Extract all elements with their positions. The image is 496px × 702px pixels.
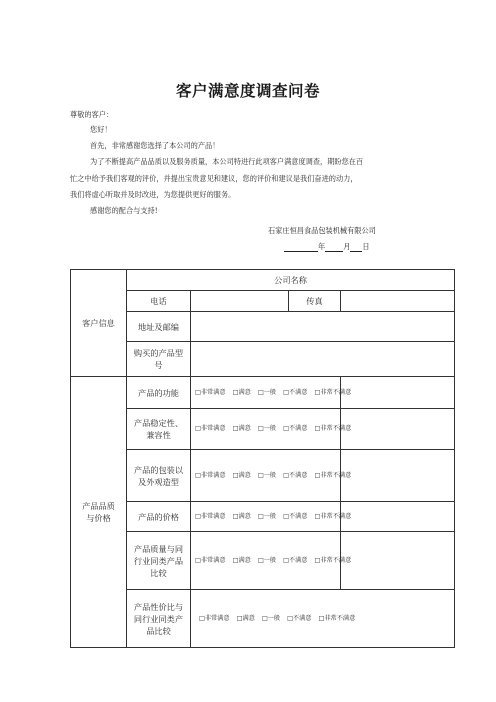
rating-options [191, 502, 352, 532]
address-label: 地址及邮编 [127, 312, 191, 342]
option-very-satisfied[interactable]: □非常满意 [199, 614, 230, 622]
fax-label: 传真 [289, 291, 341, 312]
option-neutral[interactable]: □一般 [261, 614, 281, 622]
year-label: 年 [318, 242, 326, 251]
blank-cell [341, 450, 455, 502]
option-neutral[interactable]: □一般 [257, 512, 277, 520]
blank-cell [341, 502, 455, 532]
intro-line-1: 首先，非常感谢您选择了本公司的产品！ [90, 141, 220, 150]
option-satisfied[interactable]: □满意 [232, 556, 251, 564]
option-unsatisfied[interactable]: □不满意 [283, 556, 308, 564]
option-unsatisfied[interactable]: □不满意 [283, 425, 308, 432]
option-very-unsatisfied[interactable]: □非常不满意 [314, 512, 352, 520]
row-label: 产品稳定性、兼容性 [127, 409, 191, 450]
intro-line-3: 忙之中给予我们客观的评价，并提出宝贵意见和建议，您的评价和建议是我们奋进的动力， [70, 174, 358, 183]
row-label: 产品的包装以及外观造型 [127, 450, 191, 502]
hello-line: 您好！ [90, 125, 112, 134]
month-blank[interactable] [325, 243, 343, 252]
page-title: 客户满意度调查问卷 [175, 82, 320, 100]
option-unsatisfied[interactable]: □不满意 [283, 471, 308, 479]
table-row [71, 532, 455, 590]
option-satisfied[interactable]: □满意 [232, 425, 251, 432]
option-satisfied[interactable]: □满意 [232, 388, 251, 396]
product-quality-heading: 产品品质与价格 [71, 377, 127, 648]
table-row [71, 312, 455, 342]
option-unsatisfied[interactable]: □不满意 [283, 512, 308, 520]
intro-line-2: 为了不断提高产品品质以及服务质量，本公司特进行此项客户满意度调查，期盼您在百 [90, 157, 364, 166]
rating-options [191, 409, 352, 450]
company-name-label: 公司名称 [127, 270, 455, 291]
table-row [71, 342, 455, 377]
customer-info-heading: 客户信息 [71, 270, 127, 377]
year-blank[interactable] [284, 243, 318, 252]
option-satisfied[interactable]: □满意 [232, 512, 251, 520]
table-row [71, 590, 455, 648]
day-blank[interactable] [350, 243, 362, 252]
option-very-unsatisfied[interactable]: □非常不满意 [314, 388, 352, 396]
rating-options [191, 450, 352, 502]
date-line [284, 242, 370, 252]
fax-field[interactable] [341, 291, 455, 312]
table-row [71, 291, 455, 312]
option-neutral[interactable]: □一般 [257, 388, 277, 396]
row-label: 产品的价格 [127, 502, 191, 532]
option-very-satisfied[interactable]: □非常满意 [195, 556, 226, 564]
row-label: 产品质量与同行业同类产品比较 [127, 532, 191, 590]
blank-cell [341, 377, 455, 409]
row-label: 产品的功能 [127, 377, 191, 409]
day-label: 日 [362, 242, 370, 251]
option-neutral[interactable]: □一般 [257, 471, 277, 479]
option-very-unsatisfied[interactable]: □非常不满意 [318, 614, 356, 622]
company-signature: 石家庄恒昌食品包装机械有限公司 [268, 226, 376, 235]
blank-cell [341, 532, 455, 590]
table-row [71, 450, 455, 502]
greeting: 尊敬的客户： [70, 110, 114, 119]
option-very-unsatisfied[interactable]: □非常不满意 [314, 471, 352, 479]
option-very-satisfied[interactable]: □非常满意 [195, 425, 226, 432]
table-row [71, 502, 455, 532]
survey-table [70, 269, 455, 648]
table-row [71, 377, 455, 409]
address-field[interactable] [191, 312, 455, 342]
thanks-line: 感谢您的配合与支持! [90, 206, 158, 215]
phone-label: 电话 [127, 291, 191, 312]
rating-options [191, 590, 455, 648]
option-neutral[interactable]: □一般 [257, 556, 277, 564]
option-very-unsatisfied[interactable]: □非常不满意 [314, 425, 352, 432]
product-model-label: 购买的产品型号 [127, 342, 191, 377]
month-label: 月 [343, 242, 351, 251]
table-row [71, 409, 455, 450]
table-row [71, 270, 455, 291]
option-unsatisfied[interactable]: □不满意 [287, 614, 312, 622]
intro-line-4: 我们将虚心听取并及时改进，为您提供更好的服务。 [70, 190, 236, 199]
option-neutral[interactable]: □一般 [257, 425, 277, 432]
option-satisfied[interactable]: □满意 [232, 471, 251, 479]
product-model-field[interactable] [191, 342, 455, 377]
option-very-satisfied[interactable]: □非常满意 [195, 512, 226, 520]
row-label: 产品性价比与同行业同类产品比较 [127, 590, 191, 648]
phone-field[interactable] [191, 291, 289, 312]
rating-options [191, 377, 352, 409]
option-very-satisfied[interactable]: □非常满意 [195, 388, 226, 396]
option-unsatisfied[interactable]: □不满意 [283, 388, 308, 396]
option-very-satisfied[interactable]: □非常满意 [195, 471, 226, 479]
option-satisfied[interactable]: □满意 [236, 614, 255, 622]
blank-cell [341, 409, 455, 450]
option-very-unsatisfied[interactable]: □非常不满意 [314, 556, 352, 564]
rating-options [191, 532, 352, 590]
